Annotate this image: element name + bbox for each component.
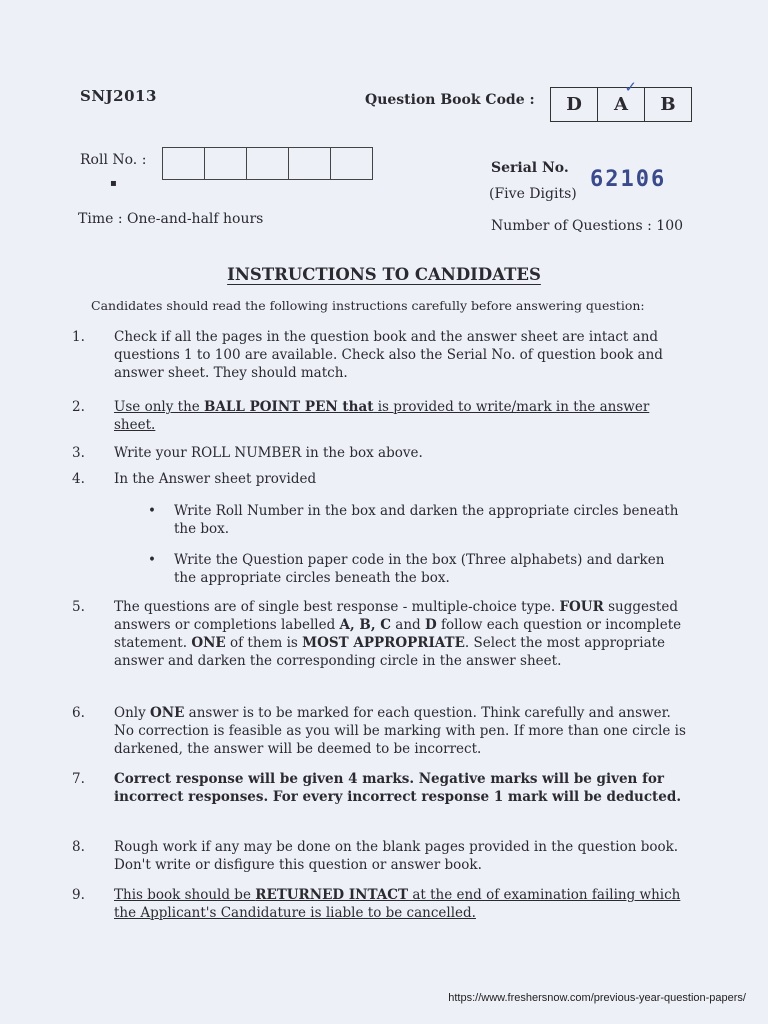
instruction-number: 4. (72, 471, 85, 487)
serial-no-value: 62106 (590, 167, 667, 192)
roll-no-boxes (162, 147, 373, 180)
instructions-title: INSTRUCTIONS TO CANDIDATES (227, 265, 541, 284)
instruction-text: This book should be RETURNED INTACT at the end of examination failing which the Applicant's Candidature is liable to be cancelled. (114, 887, 681, 921)
roll-no-box (289, 148, 331, 179)
roll-no-label: Roll No. : (80, 152, 147, 168)
instruction-item (72, 598, 692, 670)
instruction-text: Rough work if any may be done on the blank pages provided in the question book. Don't write or disfigure this question or answer book. (114, 839, 679, 873)
instruction-text: The questions are of single best response - multiple-choice type. FOUR suggested answers or completions labelled A, B, C and D follow each question or incomplete statement. ONE of them is MOST APPROPRIATE. Select the most appropriate answer and darken the corresponding circle in the answer sheet. (114, 599, 682, 669)
roll-no-box (163, 148, 205, 179)
instructions-intro: Candidates should read the following instructions carefully before answering question: (91, 298, 645, 313)
instruction-item (72, 886, 692, 922)
instruction-item (72, 704, 692, 758)
instruction-number: 9. (72, 887, 85, 903)
instruction-text: Only ONE answer is to be marked for each question. Think carefully and answer. No correction is feasible as you will be marking with pen. If more than one circle is darkened, the answer will be deemed to be incorrect. (114, 705, 686, 757)
bullet-icon: • (148, 552, 156, 568)
code-box-1: D (551, 88, 598, 121)
instruction-number: 2. (72, 399, 85, 415)
question-book-code-label: Question Book Code : (365, 92, 535, 108)
code-letter-2: A (614, 94, 628, 115)
bullet-icon: • (148, 503, 156, 519)
instruction-number: 8. (72, 839, 85, 855)
instruction-text: Write your ROLL NUMBER in the box above. (114, 445, 423, 461)
instruction-item (72, 398, 692, 434)
checkmark-icon: ✓ (624, 78, 637, 96)
serial-no-label: Serial No. (491, 160, 569, 176)
instruction-item (72, 328, 692, 382)
bullet-text: Write the Question paper code in the box (Three alphabets) and darken the appropriate circles beneath the box. (174, 552, 665, 586)
time-duration: Time : One-and-half hours (78, 211, 264, 227)
exam-code: SNJ2013 (80, 87, 157, 105)
roll-no-box (247, 148, 289, 179)
instruction-item (72, 444, 692, 462)
question-book-code-boxes (550, 78, 692, 122)
bullet-item (148, 502, 688, 538)
bullet-item (148, 551, 688, 587)
roll-no-box (205, 148, 247, 179)
ink-mark: ▪ (110, 178, 117, 189)
bullet-text: Write Roll Number in the box and darken the appropriate circles beneath the box. (174, 503, 679, 537)
instruction-text: Use only the BALL POINT PEN that is provided to write/mark in the answer sheet. (114, 399, 650, 433)
instruction-number: 6. (72, 705, 85, 721)
serial-no-note: (Five Digits) (489, 186, 577, 202)
roll-no-box (331, 148, 372, 179)
code-box-2 (598, 78, 645, 121)
source-url: https://www.freshersnow.com/previous-year-question-papers/ (448, 992, 746, 1004)
instruction-number: 3. (72, 445, 85, 461)
instruction-text: Correct response will be given 4 marks. Negative marks will be given for incorrect responses. For every incorrect response 1 mark will be deducted. (114, 771, 682, 805)
instruction-number: 7. (72, 771, 85, 787)
number-of-questions: Number of Questions : 100 (491, 218, 684, 234)
instruction-item (72, 470, 692, 488)
instruction-number: 5. (72, 599, 85, 615)
instruction-text: In the Answer sheet provided (114, 471, 317, 487)
instruction-item (72, 770, 692, 806)
instruction-number: 1. (72, 329, 85, 345)
instruction-item (72, 838, 692, 874)
instruction-text: Check if all the pages in the question book and the answer sheet are intact and questions 1 to 100 are available. Check also the Serial No. of question book and answer sheet. They should match. (114, 329, 663, 381)
code-box-3: B (660, 94, 676, 115)
